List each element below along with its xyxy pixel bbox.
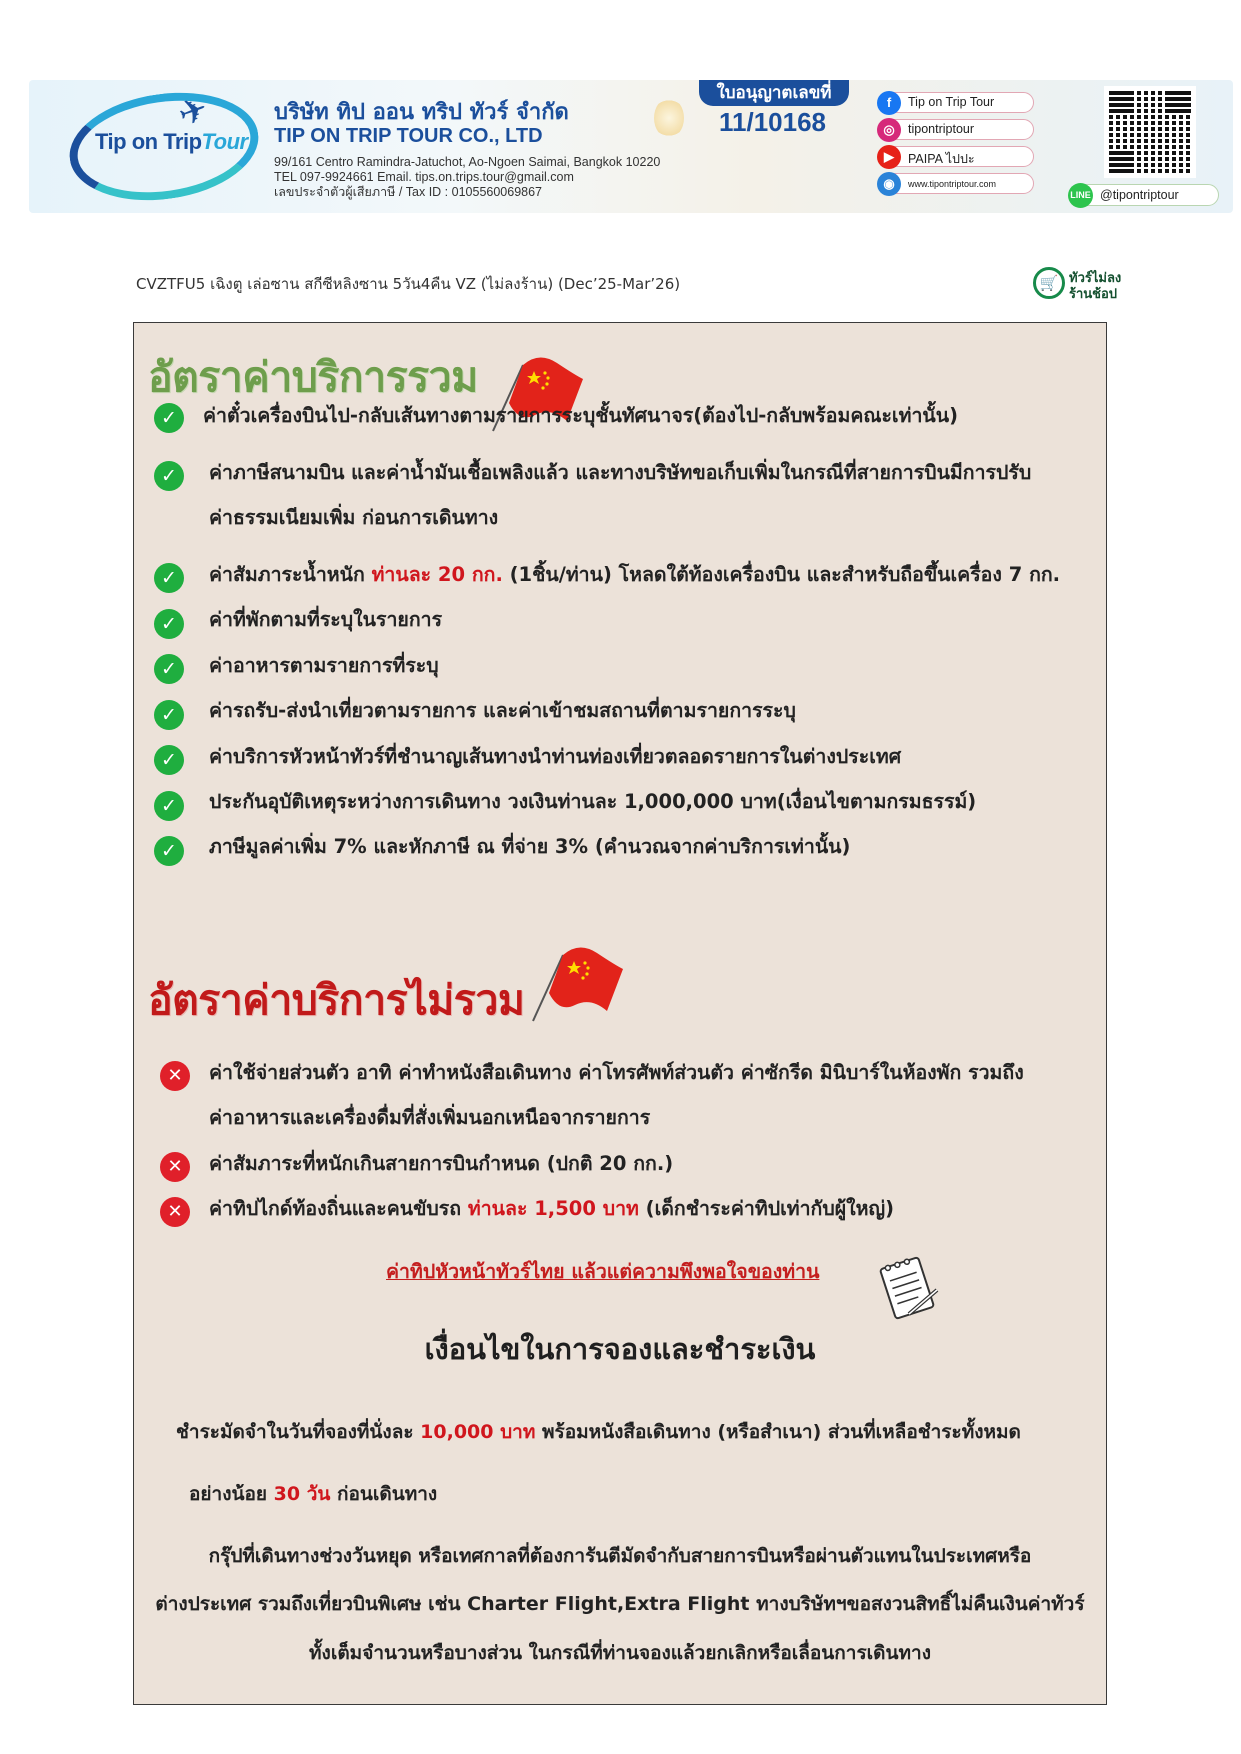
instagram-link[interactable]: ◎ tipontriptour: [879, 119, 1034, 140]
included-item: ค่าสัมภาระน้ำหนัก ท่านละ 20 กก. (1ชิ้น/ท่าน) โหลดใต้ท้องเครื่องบิน และสำหรับถือขึ้นเครื่อง 7 กก.: [209, 563, 1061, 586]
company-phone-email: TEL 097-9924661 Email. tips.on.trips.tour@gmail.com: [274, 170, 574, 184]
instagram-icon: ◎: [877, 118, 901, 142]
payment-deadline: อย่างน้อย 30 วัน ก่อนเดินทาง: [189, 1483, 438, 1505]
check-icon: ✓: [154, 609, 184, 639]
check-icon: ✓: [154, 700, 184, 730]
line-id-link[interactable]: LINE @tipontriptour: [1069, 184, 1219, 206]
included-item: ค่าตั๋วเครื่องบินไป-กลับเส้นทางตามรายการระบุชั้นทัศนาจร(ต้องไป-กลับพร้อมคณะเท่านั้น): [203, 404, 958, 427]
website-icon: ◉: [877, 172, 901, 196]
included-title: อัตราค่าบริการรวม: [148, 353, 478, 401]
included-item: ค่าภาษีสนามบิน และค่าน้ำมันเชื้อเพลิงแล้ว และทางบริษัทขอเก็บเพิ่มในกรณีที่สายการบินมีการปรับ: [209, 461, 1032, 484]
price-conditions-panel: [133, 322, 1107, 1705]
license-number: 11/10168: [719, 107, 827, 137]
line-icon: LINE: [1068, 183, 1093, 208]
holiday-condition-line: ทั้งเต็มจำนวนหรือบางส่วน ในกรณีที่ท่านจองแล้วยกเลิกหรือเลื่อนการเดินทาง: [309, 1642, 931, 1664]
shopping-cart-icon: 🛒: [1033, 267, 1065, 299]
tour-leader-tip-note: ค่าทิปหัวหน้าทัวร์ไทย แล้วแต่ความพึงพอใจของท่าน: [386, 1260, 820, 1283]
check-icon: ✓: [154, 461, 184, 491]
excluded-item: ค่าใช้จ่ายส่วนตัว อาทิ ค่าทำหนังสือเดินทาง ค่าโทรศัพท์ส่วนตัว ค่าซักรีด มินิบาร์ในห้องพัก รวมถึง: [209, 1061, 1024, 1084]
deposit-amount-highlight: 10,000 บาท: [420, 1421, 536, 1443]
check-icon: ✓: [154, 403, 184, 433]
company-contact-block: [274, 155, 660, 200]
license-label: ใบอนุญาตเลขที่: [699, 80, 849, 106]
cross-icon: ✕: [160, 1061, 190, 1091]
china-flag-icon: [519, 933, 629, 1023]
facebook-link[interactable]: f Tip on Trip Tour: [879, 92, 1034, 113]
included-item-continued: ค่าธรรมเนียมเพิ่ม ก่อนการเดินทาง: [209, 506, 499, 529]
baggage-allowance-highlight: ท่านละ 20 กก.: [371, 563, 503, 586]
check-icon: ✓: [154, 745, 184, 775]
included-item: ค่าที่พักตามที่ระบุในรายการ: [209, 608, 443, 631]
included-item: ค่ารถรับ-ส่งนำเที่ยวตามรายการ และค่าเข้าชมสถานที่ตามรายการระบุ: [209, 699, 796, 722]
check-icon: ✓: [154, 836, 184, 866]
header-banner: [29, 80, 1233, 213]
payment-days-highlight: 30 วัน: [273, 1483, 331, 1505]
company-logo[interactable]: Tip on TripTour: [95, 129, 248, 154]
company-name-english: TIP ON TRIP TOUR CO., LTD: [274, 125, 543, 147]
cross-icon: ✕: [160, 1152, 190, 1182]
excluded-title: อัตราค่าบริการไม่รวม: [148, 976, 525, 1024]
tip-amount-highlight: ท่านละ 1,500 บาท: [467, 1197, 639, 1220]
excluded-item: ค่าทิปไกด์ท้องถิ่นและคนขับรถ ท่านละ 1,500 บาท (เด็กชำระค่าทิปเท่ากับผู้ใหญ่): [209, 1197, 895, 1220]
facebook-icon: f: [877, 91, 901, 115]
excluded-item-continued: ค่าอาหารและเครื่องดื่มที่สั่งเพิ่มนอกเหนือจากรายการ: [209, 1106, 651, 1129]
check-icon: ✓: [154, 563, 184, 593]
airplane-icon: ✈: [173, 88, 214, 136]
included-item: ค่าบริการหัวหน้าทัวร์ที่ชำนาญเส้นทางนำท่านท่องเที่ยวตลอดรายการในต่างประเทศ: [209, 745, 902, 768]
notepad-icon: [879, 1254, 939, 1322]
holiday-condition-line: กรุ๊ปที่เดินทางช่วงวันหยุด หรือเทศกาลที่ต้องการันตีมัดจำกับสายการบินหรือผ่านตัวแทนในประเทศหรือ: [208, 1545, 1032, 1567]
excluded-item: ค่าสัมภาระที่หนักเกินสายการบินกำหนด (ปกติ 20 กก.): [209, 1152, 674, 1175]
youtube-link[interactable]: ▶ PAIPA ไปปะ: [879, 146, 1034, 167]
holiday-condition-line: ต่างประเทศ รวมถึงเที่ยวบินพิเศษ เช่น Charter Flight,Extra Flight ทางบริษัทฯขอสงวนสิทธิ์ไม่คืนเงินค่าทัวร์: [155, 1593, 1085, 1615]
check-icon: ✓: [154, 791, 184, 821]
youtube-icon: ▶: [877, 145, 901, 169]
deposit-condition: ชำระมัดจำในวันที่จองที่นั่งละ 10,000 บาท พร้อมหนังสือเดินทาง (หรือสำเนา) ส่วนที่เหลือชำระทั้งหมด: [176, 1421, 1021, 1443]
included-item: ประกันอุบัติเหตุระหว่างการเดินทาง วงเงินท่านละ 1,000,000 บาท(เงื่อนไขตามกรมธรรม์): [209, 790, 977, 813]
no-shopping-badge: 🛒 ทัวร์ไม่ลง ร้านช้อป: [1033, 266, 1123, 302]
included-item: ค่าอาหารตามรายการที่ระบุ: [209, 654, 439, 677]
company-address: 99/161 Centro Ramindra-Jatuchot, Ao-Ngoen Saimai, Bangkok 10220: [274, 155, 661, 169]
company-name-thai: บริษัท ทิป ออน ทริป ทัวร์ จำกัด: [274, 100, 569, 125]
included-item: ภาษีมูลค่าเพิ่ม 7% และหักภาษี ณ ที่จ่าย 3% (คำนวณจากค่าบริการเท่านั้น): [209, 835, 851, 858]
check-icon: ✓: [154, 654, 184, 684]
website-link[interactable]: ◉ www.tipontriptour.com: [879, 173, 1034, 194]
cross-icon: ✕: [160, 1197, 190, 1227]
lantern-decoration: [654, 98, 684, 138]
tour-code: CVZTFU5 เฉิงตู เล่อซาน สกีซีหลิงซาน 5วัน4คืน VZ (ไม่ลงร้าน) (Dec’25-Mar’26): [136, 275, 681, 293]
company-tax-id: เลขประจำตัวผู้เสียภาษี / Tax ID : 0105560069867: [274, 185, 543, 199]
conditions-title: เงื่อนไขในการจองและชำระเงิน: [424, 1332, 816, 1366]
qr-code[interactable]: [1104, 86, 1196, 178]
